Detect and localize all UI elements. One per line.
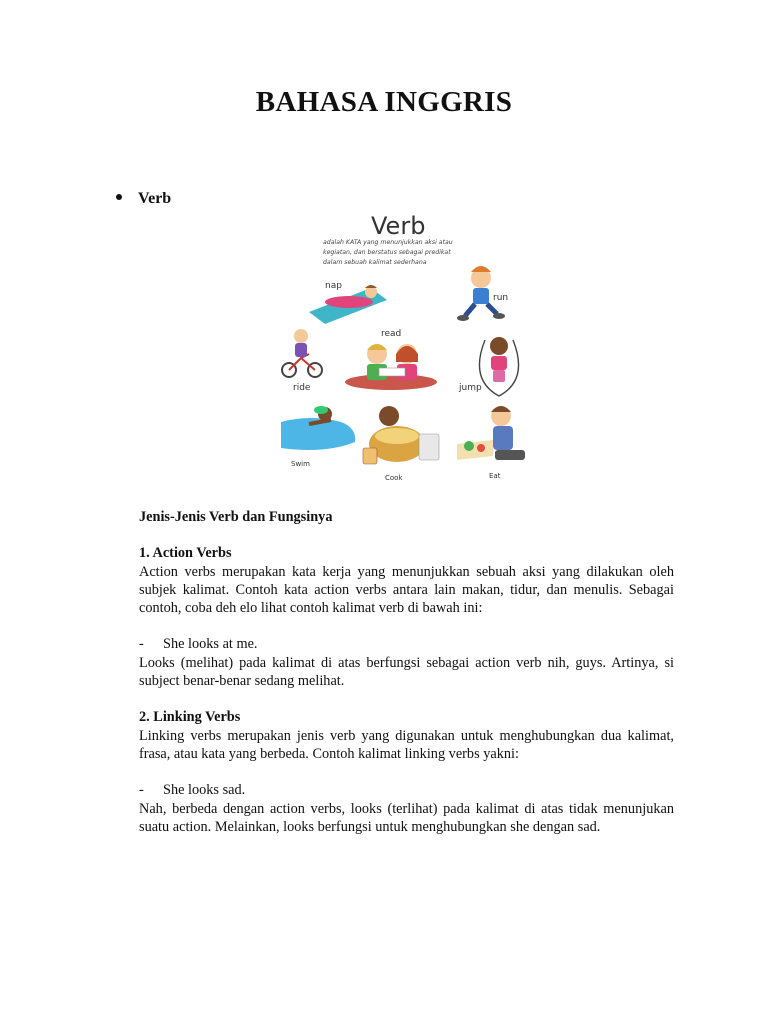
example-sentence: She looks sad. <box>163 782 246 799</box>
bullet-dot-icon <box>116 194 122 200</box>
section-explanation-linking-verbs: Nah, berbeda dengan action verbs, looks (terlihat) pada kalimat di atas tidak menunjukan suatu action. Melainkan, looks berfungsi untuk menghubungkan she dengan sad. <box>139 800 674 835</box>
figure-desc-line-1: adalah KATA yang menunjukkan aksi atau <box>323 239 453 246</box>
document-body <box>139 508 674 836</box>
example-action-verbs <box>139 635 674 653</box>
bullet-item-verb <box>116 190 171 208</box>
label-read: read <box>381 329 402 339</box>
label-swim: Swim <box>291 460 310 468</box>
section-heading-action-verbs: 1. Action Verbs <box>139 545 232 562</box>
subtitle: Jenis-Jenis Verb dan Fungsinya <box>139 509 333 525</box>
figure-heading: Verb <box>371 212 426 240</box>
label-cook: Cook <box>385 474 403 482</box>
label-eat: Eat <box>489 472 501 480</box>
section-intro-linking-verbs: Linking verbs merupakan jenis verb yang digunakan untuk menghubungkan dua kalimat, frasa, atau kata yang berbeda. Contoh kalimat linking verbs yakni: <box>139 727 674 762</box>
bullet-label: Verb <box>138 190 172 207</box>
figure-desc-line-2: kegiatan, dan berstatus sebagai predikat <box>323 249 451 256</box>
verb-illustration <box>279 208 531 484</box>
label-run: run <box>493 293 509 303</box>
label-ride: ride <box>293 383 311 393</box>
example-sentence: She looks at me. <box>163 636 258 653</box>
label-nap: nap <box>325 281 342 291</box>
section-heading-linking-verbs: 2. Linking Verbs <box>139 709 241 726</box>
section-intro-action-verbs: Action verbs merupakan kata kerja yang menunjukkan sebuah aksi yang dilakukan oleh subjek kalimat. Contoh kata action verbs antara lain makan, tidur, dan menulis. Sebagai contoh, coba deh elo lihat contoh kalimat verb di bawah ini: <box>139 563 674 617</box>
section-explanation-action-verbs: Looks (melihat) pada kalimat di atas berfungsi sebagai action verb nih, guys. Artinya, si subject benar-benar sedang melihat. <box>139 654 674 690</box>
page-title: BAHASA INGGRIS <box>255 86 513 118</box>
label-jump: jump <box>459 383 482 393</box>
example-dash: - <box>139 782 144 799</box>
figure-desc-line-3: dalam sebuah kalimat sederhana <box>323 259 427 266</box>
example-dash: - <box>139 636 144 653</box>
example-linking-verbs <box>139 781 674 799</box>
